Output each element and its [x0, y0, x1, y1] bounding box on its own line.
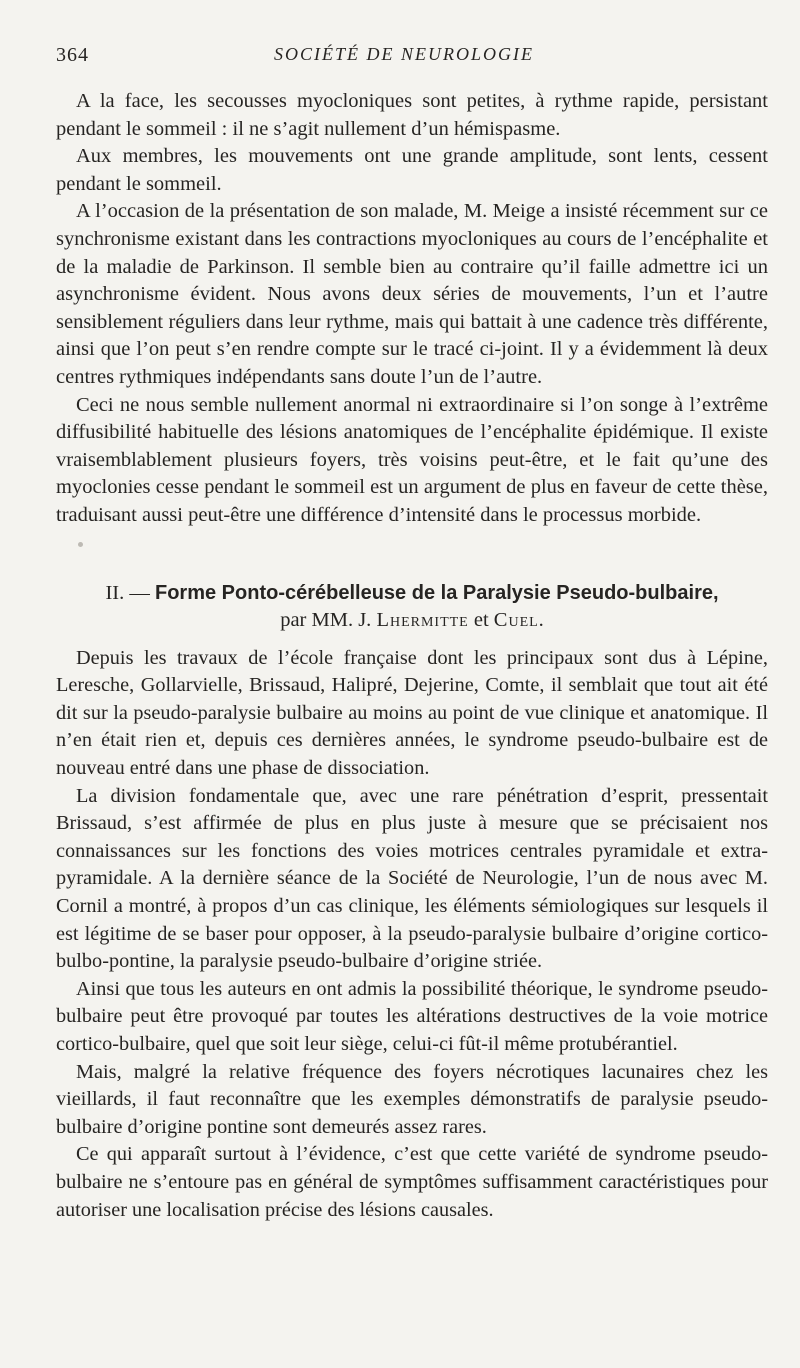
section-separator: [56, 530, 768, 580]
paragraph: Ceci ne nous semble nullement anormal ni extraordinaire si l’on songe à l’extrême diffusibilité habituelle des lésions anatomiques de l’encéphalite épidémique. Il existe vraisemblablement plusieurs foyers, très voisins peut-être, et le fait qu’une des myoclonies cesse pendant le sommeil est un argument de plus en faveur de cette thèse, traduisant aussi peut-être une différence d’intensité dans le processus morbide.: [56, 393, 768, 526]
paragraph: Depuis les travaux de l’école française dont les principaux sont dus à Lépine, Leresche, Gollarvielle, Brissaud, Halipré, Dejerine, Comte, il semblait que tout ait été dit sur la pseudo-paralysie bulbaire au moins au point de vue clinique et anatomique. Il n’en était rien et, depuis ces dernières années, le syndrome pseudo-bulbaire est de nouveau entré dans une phase de dissociation.: [56, 646, 768, 780]
paragraph: Ainsi que tous les auteurs en ont admis la possibilité théorique, le syndrome pseudo-bulbaire peut être provoqué par toutes les altérations destructives de la voie motrice cortico-bulbaire, quel que soit leur siège, celui-ci fût-il même protubérantiel.: [56, 977, 768, 1055]
paragraph: A l’occasion de la présentation de son malade, M. Meige a insisté récemment sur ce synchronisme existant dans les contractions myocloniques au cours de l’encéphalite et de la maladie de Parkinson. Il semble bien au contraire qu’il faille admettre ici un asynchronisme évident. Nous avons deux séries de mouvements, l’un et l’autre sensiblement réguliers dans leur rythme, mais qui battait à une cadence très différente, ainsi que l’on peut s’en rendre compte sur le tracé ci-joint. Il y a évidemment là deux centres rythmiques indépendants sans doute l’un de l’autre.: [56, 200, 768, 388]
section-authors: [56, 607, 768, 635]
paragraph: Mais, malgré la relative fréquence des foyers nécrotiques lacunaires chez les vieillards, il faut reconnaître que les exemples démonstratifs de paralysie pseudo-bulbaire d’origine pontine sont demeurés assez rares.: [56, 1060, 768, 1138]
author-name: Cuel: [493, 609, 539, 632]
paragraph: La division fondamentale que, avec une rare pénétration d’esprit, pressentait Brissaud, s’est affirmée de plus en plus juste à mesure que se précisaient nos connaissances sur les fonctions des voies motrices centrales pyramidale et extra-pyramidale. A la dernière séance de la Société de Neurologie, l’un de nous avec M. Cornil a montré, à propos d’un cas clinique, les éléments sémiologiques sur lesquels il est légitime de se baser pour opposer, à la pseudo-paralysie bulbaire d’origine cortico-bulbo-pontine, la paralysie pseudo-bulbaire d’origine striée.: [56, 784, 768, 973]
authors-prefix: par MM. J.: [280, 609, 377, 632]
page-number: 364: [56, 44, 89, 66]
paragraph: Aux membres, les mouvements ont une grande amplitude, sont lents, cessent pendant le sommeil.: [56, 145, 768, 195]
section-number: II. —: [105, 581, 155, 604]
running-title: SOCIÉTÉ DE NEUROLOGIE: [274, 44, 534, 64]
section-heading: [56, 580, 768, 608]
author-name: Lhermitte: [376, 609, 469, 632]
paragraph: Ce qui apparaît surtout à l’évidence, c’est que cette variété de syndrome pseudo-bulbaire ne s’entoure pas en général de symptômes suffisamment caractéristiques pour autoriser une localisation précise des lésions causales.: [56, 1143, 768, 1221]
section-title: Forme Ponto-cérébelleuse de la Paralysie Pseudo-bulbaire,: [155, 581, 719, 604]
page-header: [56, 44, 752, 74]
paragraph: A la face, les secousses myocloniques sont petites, à rythme rapide, persistant pendant le sommeil : il ne s’agit nullement d’un hémispasme.: [56, 90, 768, 140]
ink-dot: [78, 542, 83, 547]
body-text: [56, 88, 768, 1224]
authors-suffix: .: [538, 609, 544, 632]
authors-join: et: [468, 609, 494, 632]
